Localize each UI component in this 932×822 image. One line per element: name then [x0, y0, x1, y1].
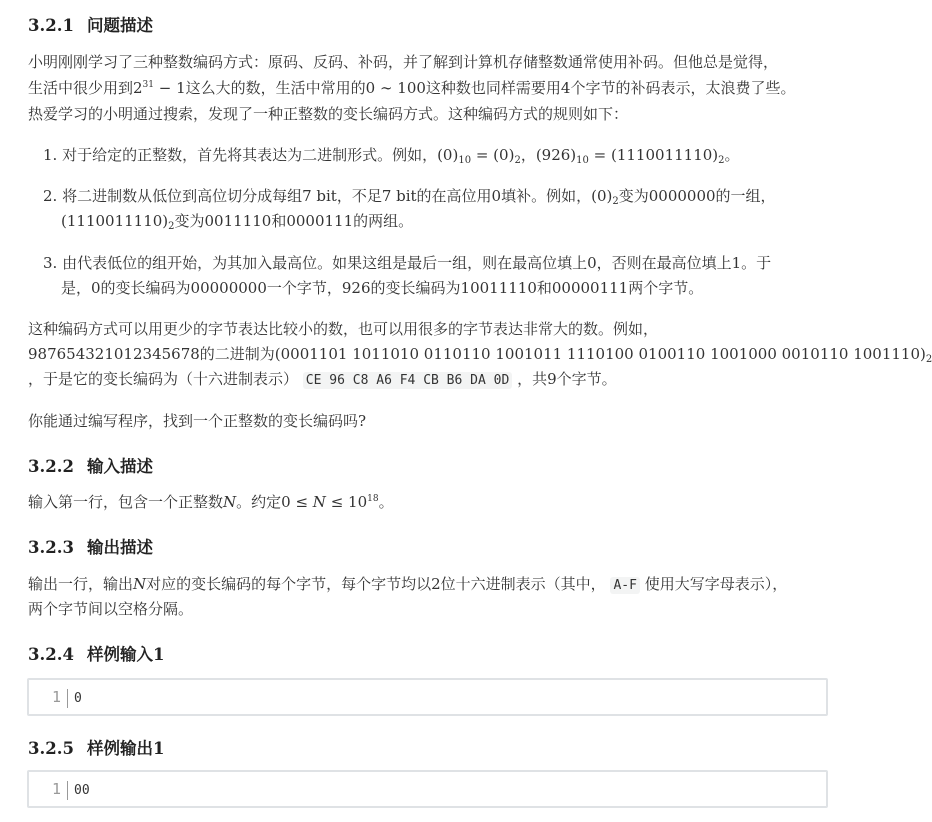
- inline-code-a-f: A-F: [610, 577, 639, 594]
- paragraph-example-line-2: 987654321012345678的二进制为(0001101 1011010 0110110 1001011 1110100 0100110 1001000 0010110 $1001110)_2$: [28, 345, 932, 365]
- input-description-text: 输入第一行，包含一个正整数N。约定$0 \le N \le 10^{18}$。: [28, 493, 394, 511]
- sample-output-code: 00: [74, 783, 90, 798]
- paragraph-intro-line-1: 小明刚刚学习了三种整数编码方式：原码、反码、补码，并了解到计算机存储整数通常使用补码。但他总是觉得，: [28, 53, 779, 71]
- inline-code-hex: CE 96 C8 A6 F4 CB B6 DA 0D: [303, 372, 513, 389]
- list-item-2-line-2: $(1110011110)_2$变为0011110和0000111的两组。: [61, 212, 414, 232]
- heading-problem-description: 3.2.1 问题描述: [28, 16, 153, 35]
- paragraph-intro-line-3: 热爱学习的小明通过搜索，发现了一种正整数的变长编码方式。这种编码方式的规则如下：: [28, 105, 629, 123]
- heading-sample-input: 3.2.4 样例输入1: [28, 645, 165, 664]
- line-number: 1: [51, 780, 61, 798]
- paragraph-example-line-1: 这种编码方式可以用更少的字节表达比较小的数，也可以用很多的字节表达非常大的数。例如，: [28, 320, 659, 338]
- heading-output-description: 3.2.3 输出描述: [28, 538, 153, 557]
- sample-input-code-block[interactable]: [27, 678, 828, 716]
- cursor-bar: [67, 689, 68, 708]
- sample-input-code: 0: [74, 691, 82, 706]
- list-item-2-line-1: 2. 将二进制数从低位到高位切分成每组7 bit，不足7 bit的在高位用0填补。例如，$(0)_2$变为0000000的一组，: [43, 187, 776, 207]
- paragraph-example-line-3: ，于是它的变长编码为（十六进制表示） CE 96 C8 A6 F4 CB B6 DA 0D ，共9个字节。: [28, 370, 617, 388]
- list-item-1: 1. 对于给定的正整数，首先将其表达为二进制形式。例如，$(0)_{10} = (0)_2$，$(926)_{10} = (1110011110)_2$。: [43, 146, 740, 166]
- output-description-line-1: 输出一行，输出N对应的变长编码的每个字节，每个字节均以2位十六进制表示（其中， A-F 使用大写字母表示），: [28, 575, 788, 593]
- cursor-bar: [67, 781, 68, 800]
- list-item-3-line-2: 是，0的变长编码为00000000一个字节，926的变长编码为10011110和00000111两个字节。: [61, 279, 704, 297]
- line-number: 1: [51, 688, 61, 706]
- heading-sample-output: 3.2.5 样例输出1: [28, 739, 165, 758]
- paragraph-intro-line-2: 生活中很少用到$2^{31} - 1$这么大的数，生活中常用的0 ∼ 100这种数也同样需要用4个字节的补码表示，太浪费了些。: [28, 79, 796, 97]
- output-description-line-2: 两个字节间以空格分隔。: [28, 600, 194, 618]
- heading-input-description: 3.2.2 输入描述: [28, 457, 153, 476]
- sample-output-code-block[interactable]: [27, 770, 828, 808]
- list-item-3-line-1: 3. 由代表低位的组开始，为其加入最高位。如果这组是最后一组，则在最高位填上0，否则在最高位填上1。于: [43, 254, 772, 272]
- paragraph-question: 你能通过编写程序，找到一个正整数的变长编码吗?: [28, 412, 367, 430]
